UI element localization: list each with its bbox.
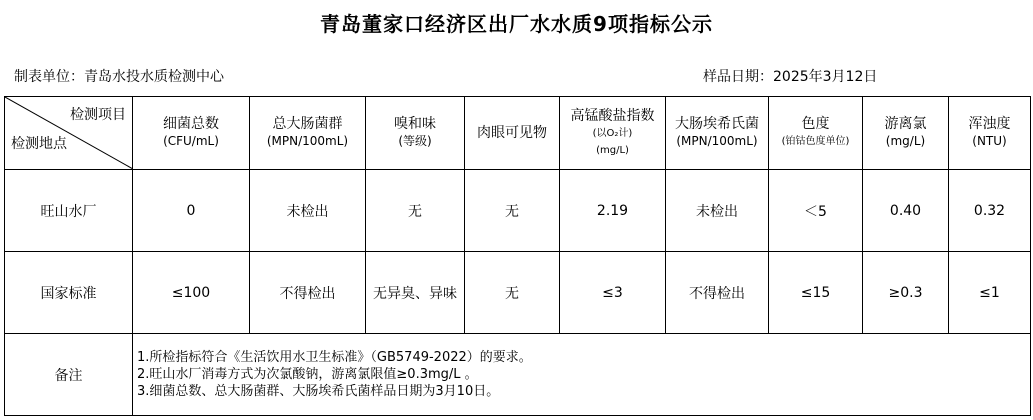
table-cell: 0.40 xyxy=(863,170,949,252)
column-header-permanganate xyxy=(560,97,666,170)
table-cell: 0.32 xyxy=(949,170,1031,252)
table-cell: ≥0.3 xyxy=(863,252,949,334)
column-note: (以O₂计) xyxy=(592,127,633,139)
column-name: 大肠埃希氏菌 xyxy=(675,116,759,132)
producer-unit: 制表单位：青岛水投水质检测中心 xyxy=(14,69,224,85)
remark-line: 3.细菌总数、总大肠菌群、大肠埃希氏菌样品日期为3月10日。 xyxy=(137,384,500,399)
column-name: 细菌总数 xyxy=(163,116,219,132)
column-unit: (CFU/mL) xyxy=(163,134,219,148)
corner-top-label: 检测项目 xyxy=(70,107,126,123)
table-row-wangshan xyxy=(5,170,1031,252)
table-cell: 不得检出 xyxy=(250,252,366,334)
table-cell: 无 xyxy=(366,170,465,252)
remarks-row xyxy=(5,334,1031,416)
table-row-national-standard xyxy=(5,252,1031,334)
table-cell: ≤3 xyxy=(560,252,666,334)
row-label: 国家标准 xyxy=(5,252,133,334)
table-cell: 未检出 xyxy=(666,170,769,252)
column-header-odor xyxy=(366,97,465,170)
column-header-bacteria xyxy=(133,97,250,170)
table-cell: ≤15 xyxy=(769,252,863,334)
row-label: 旺山水厂 xyxy=(5,170,133,252)
column-unit: (等级) xyxy=(398,134,432,148)
table-cell: 无 xyxy=(465,170,560,252)
table-cell: 0 xyxy=(133,170,250,252)
remark-line: 2.旺山水厂消毒方式为次氯酸钠，游离氯限值≥0.3mg/L 。 xyxy=(137,367,478,382)
column-name: 总大肠菌群 xyxy=(272,116,343,132)
column-name: 游离氯 xyxy=(884,116,927,132)
column-header-visible xyxy=(465,97,560,170)
column-name: 肉眼可见物 xyxy=(477,124,547,141)
column-name: 高锰酸盐指数 xyxy=(570,107,655,124)
table-cell: 不得检出 xyxy=(666,252,769,334)
column-unit: (MPN/100mL) xyxy=(266,134,349,148)
table-cell: 未检出 xyxy=(250,170,366,252)
table-cell: 无 xyxy=(465,252,560,334)
remarks-label: 备注 xyxy=(5,334,133,416)
table-cell: ≤100 xyxy=(133,252,250,334)
header-row xyxy=(5,97,1031,170)
column-name: 色度 xyxy=(801,116,830,132)
column-unit: (mg/L) xyxy=(596,144,629,156)
remark-line: 1.所检指标符合《生活饮用水卫生标准》（GB5749-2022）的要求。 xyxy=(137,350,532,365)
table-cell: 无异臭、异味 xyxy=(366,252,465,334)
corner-bottom-label: 检测地点 xyxy=(11,136,67,152)
column-header-coliform xyxy=(250,97,366,170)
sample-date: 样品日期：2025年3月12日 xyxy=(703,69,878,85)
corner-header-cell xyxy=(5,97,133,170)
column-header-ecoli xyxy=(666,97,769,170)
remarks-content xyxy=(133,334,1031,416)
column-unit: (MPN/100mL) xyxy=(676,134,758,148)
table-cell: ≤1 xyxy=(949,252,1031,334)
column-unit: (mg/L) xyxy=(885,134,926,148)
water-quality-table xyxy=(4,96,1031,416)
column-header-color xyxy=(769,97,863,170)
column-name: 嗅和味 xyxy=(394,116,436,132)
column-unit: (NTU) xyxy=(972,134,1007,148)
column-header-turbidity xyxy=(949,97,1031,170)
column-unit: (铂钴色度单位) xyxy=(781,136,850,147)
column-header-chlorine xyxy=(863,97,949,170)
column-name: 浑浊度 xyxy=(968,116,1011,132)
table-cell: ＜5 xyxy=(769,170,863,252)
page-title: 青岛董家口经济区出厂水水质9项指标公示 xyxy=(320,12,713,36)
table-cell: 2.19 xyxy=(560,170,666,252)
